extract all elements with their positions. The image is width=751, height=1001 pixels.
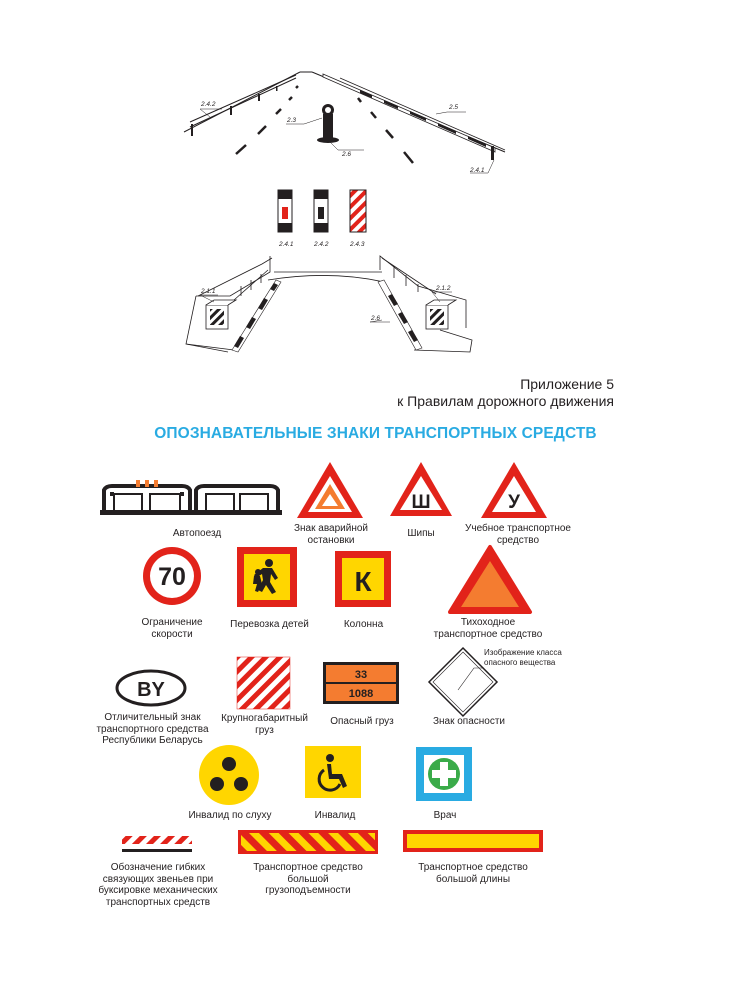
towing-strip bbox=[122, 836, 192, 853]
dangerous-code-bottom: 1088 bbox=[348, 688, 374, 700]
label-2-1-1: 2.1.1 bbox=[201, 288, 216, 295]
slow-vehicle-sign bbox=[450, 547, 530, 612]
hazard-triangle-sign bbox=[297, 462, 363, 518]
deaf-sign bbox=[199, 745, 259, 805]
post-label-2-4-3: 2.4.3 bbox=[350, 241, 365, 248]
convoy-letter: К bbox=[354, 566, 372, 597]
long-vehicle-strip bbox=[403, 830, 543, 852]
caption-country: Отличительный знак транспортного средства Республики Беларусь bbox=[96, 712, 209, 746]
studs-sign bbox=[390, 462, 452, 516]
post-label-2-4-1: 2.4.1 bbox=[279, 241, 294, 248]
caption-speed-limit: Ограничение скорости bbox=[141, 617, 203, 640]
country-code: BY bbox=[137, 679, 165, 701]
caption-training: Учебное транспортное средство bbox=[465, 523, 571, 546]
children-sign bbox=[237, 547, 297, 607]
caption-towing: Обозначение гибких связующих звеньев при буксировке механических транспортных средств bbox=[98, 862, 218, 908]
road-train-lamps-2 bbox=[192, 486, 282, 515]
label-2-4-2: 2.4.2 bbox=[201, 101, 216, 108]
caption-heavy: Транспортное средство большой грузоподъемности bbox=[253, 862, 363, 896]
country-sign bbox=[117, 671, 185, 705]
road-train-lamps-1 bbox=[100, 480, 194, 515]
caption-dangerous-cargo: Опасный груз bbox=[330, 716, 394, 727]
section-title: ОПОЗНАВАТЕЛЬНЫЕ ЗНАКИ ТРАНСПОРТНЫХ СРЕДСТВ bbox=[154, 425, 597, 442]
caption-children: Перевозка детей bbox=[230, 619, 309, 630]
label-2-3: 2.3 bbox=[287, 117, 297, 124]
dangerous-code-top: 33 bbox=[354, 669, 368, 681]
label-2-6-bridge: 2.6 bbox=[371, 315, 381, 322]
speed-value: 70 bbox=[158, 563, 186, 591]
speed-limit-sign bbox=[143, 547, 201, 605]
convoy-sign bbox=[335, 551, 391, 607]
label-2-6: 2.6 bbox=[342, 151, 352, 158]
dangerous-cargo-plate bbox=[323, 662, 399, 704]
caption-oversize: Крупногабаритный груз bbox=[221, 713, 308, 736]
caption-slow-vehicle: Тихоходное транспортное средство bbox=[433, 617, 543, 640]
heavy-vehicle-strip bbox=[238, 830, 378, 854]
caption-road-train: Автопоезд bbox=[172, 528, 222, 539]
caption-disabled: Инвалид bbox=[314, 810, 356, 821]
caption-doctor: Врач bbox=[433, 810, 457, 821]
training-letter: У bbox=[508, 492, 520, 513]
training-sign bbox=[481, 462, 547, 518]
caption-long: Транспортное средство большой длины bbox=[418, 862, 528, 885]
post-label-2-4-2: 2.4.2 bbox=[314, 241, 329, 248]
disabled-sign bbox=[305, 746, 361, 798]
appendix-line-1: Приложение 5 bbox=[520, 376, 614, 392]
caption-danger-sign: Знак опасности bbox=[432, 716, 506, 727]
studs-letter: Ш bbox=[411, 492, 431, 513]
label-2-4-1: 2.4.1 bbox=[470, 167, 485, 174]
label-2-5: 2.5 bbox=[449, 104, 459, 111]
label-2-1-2: 2.1.2 bbox=[436, 285, 451, 292]
caption-convoy: Колонна bbox=[343, 619, 384, 630]
appendix-line-2: к Правилам дорожного движения bbox=[397, 393, 614, 409]
caption-deaf: Инвалид по слуху bbox=[188, 810, 272, 821]
doctor-sign bbox=[416, 747, 472, 801]
caption-studs: Шипы bbox=[407, 528, 435, 539]
caption-hazard-triangle: Знак аварийной остановки bbox=[293, 523, 368, 546]
caption-danger-class-note: Изображение класса опасного вещества bbox=[484, 648, 562, 667]
oversize-sign bbox=[237, 657, 290, 709]
